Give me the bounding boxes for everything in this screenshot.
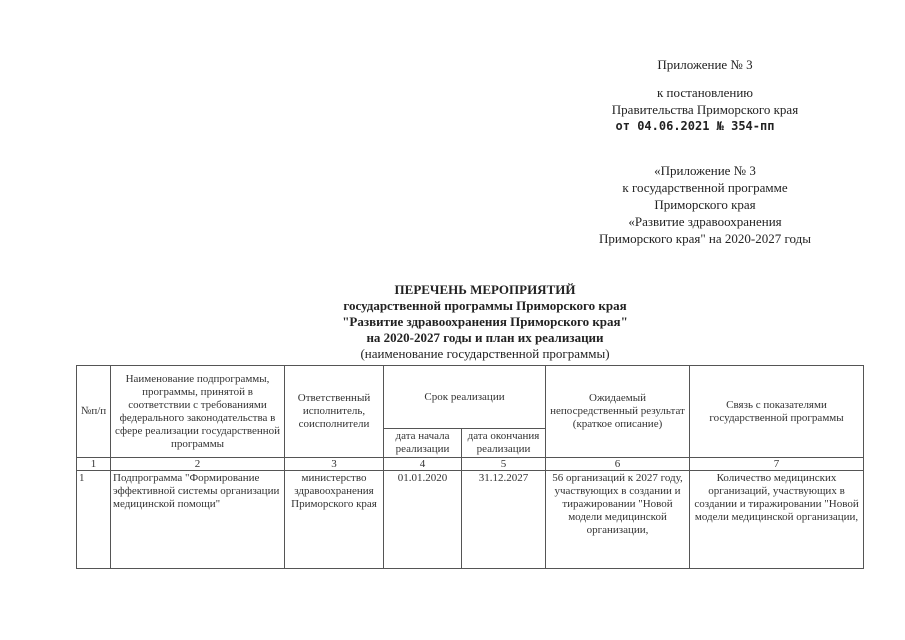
table-row [77, 471, 864, 569]
column-number: 7 [690, 458, 864, 471]
row-subprogram-name: Подпрограмма "Формирование эффективной системы организации медицинской помощи" [111, 471, 285, 569]
header-period: Срок реализации [384, 366, 546, 429]
program-appendix-line4: «Развитие здравоохранения [628, 214, 782, 229]
title-caption: (наименование государственной программы) [360, 346, 610, 361]
column-number: 6 [546, 458, 690, 471]
row-executor: министерство здравоохранения Приморского края [285, 471, 384, 569]
title-program: государственной программы Приморского края [343, 298, 627, 313]
program-appendix-number: «Приложение № 3 [654, 163, 756, 178]
row-indicator-link: Количество медицинских организаций, участвующих в создании и тиражировании "Новой модели медицинской организации, [690, 471, 864, 569]
title-program-name: "Развитие здравоохранения Приморского края" [342, 314, 628, 329]
program-appendix-line5: Приморского края" на 2020-2027 годы [599, 231, 811, 246]
column-number-row [77, 458, 864, 471]
title-heading: ПЕРЕЧЕНЬ МЕРОПРИЯТИЙ [394, 282, 576, 297]
row-expected-result: 56 организаций к 2027 году, участвующих в создании и тиражировании "Новой модели медицинской организации, [546, 471, 690, 569]
column-number: 1 [77, 458, 111, 471]
appendix-decree-date: от 04.06.2021 № 354-пп [615, 119, 775, 133]
header-start-date: дата начала реализации [384, 429, 462, 458]
header-num: №п/п [77, 366, 111, 458]
program-appendix-line2: к государственной программе [622, 180, 788, 195]
appendix-authority: Правительства Приморского края [611, 102, 799, 117]
header-result: Ожидаемый непосредственный результат (краткое описание) [546, 366, 690, 458]
column-number: 4 [384, 458, 462, 471]
row-start-date: 01.01.2020 [384, 471, 462, 569]
title-period: на 2020-2027 годы и план их реализации [366, 330, 604, 345]
row-end-date: 31.12.2027 [462, 471, 546, 569]
appendix-decree-ref: к постановлению [656, 85, 754, 100]
header-link: Связь с показателями государственной программы [690, 366, 864, 458]
column-number: 3 [285, 458, 384, 471]
header-executor: Ответственный исполнитель, соисполнители [285, 366, 384, 458]
document-title [250, 282, 720, 362]
activities-table [76, 365, 864, 569]
row-num: 1 [77, 471, 111, 569]
column-number: 2 [111, 458, 285, 471]
appendix-number: Приложение № 3 [657, 57, 753, 72]
header-end-date: дата окончания реализации [462, 429, 546, 458]
appendix-header [585, 56, 825, 135]
header-name: Наименование подпрограммы, программы, принятой в соответствии с требованиями федерального законодательства в сфере реализации государственной программы [111, 366, 285, 458]
program-appendix-header [580, 162, 830, 247]
header-row [77, 366, 864, 429]
column-number: 5 [462, 458, 546, 471]
program-appendix-line3: Приморского края [654, 197, 756, 212]
